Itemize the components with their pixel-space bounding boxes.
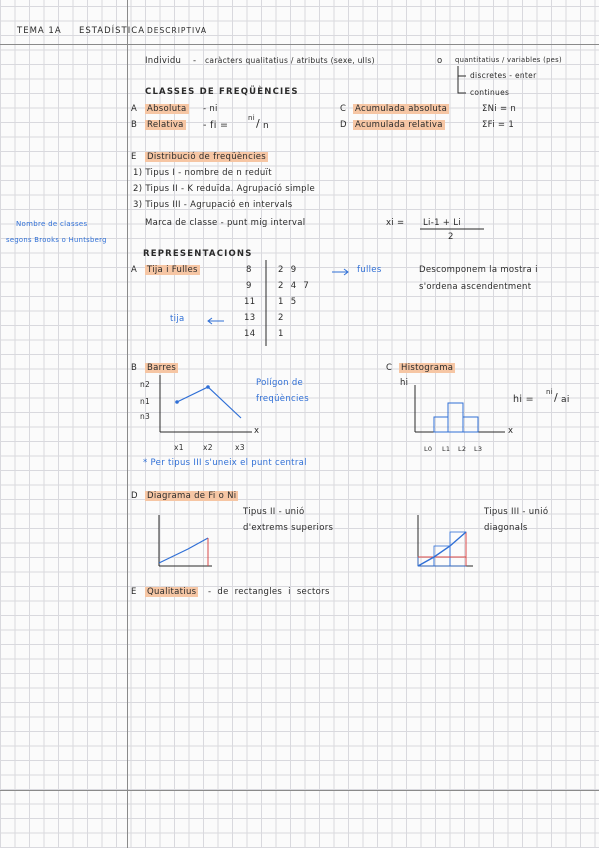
class-c-formula: ΣNi = n (482, 104, 517, 114)
histograma-formula-slash: / (554, 391, 559, 404)
diagrama-label: Diagrama de Fi o Ni (147, 491, 237, 501)
barres-x-axis: x (254, 426, 260, 436)
barres-x-label: x3 (235, 443, 245, 452)
intro-dash: - (193, 56, 197, 66)
poligon-label-2: freqüències (256, 394, 309, 404)
histograma-x-label: L3 (474, 445, 483, 453)
leaf-values: 2 4 7 (278, 281, 310, 291)
qualitatius-letter: E (131, 587, 137, 597)
histograma-formula: hi = (513, 394, 534, 405)
stem-value: 14 (244, 329, 256, 339)
marca-classe: Marca de classe - punt mig interval (145, 218, 306, 228)
class-d-formula: ΣFi = 1 (482, 120, 515, 130)
stem-leaf-descr-1: Descomponem la mostra i (419, 265, 538, 275)
barres-letter: B (131, 363, 138, 373)
distribucio-item-1: 1) Tipus I - nombre de n reduït (133, 168, 272, 178)
histograma-x-label: L0 (424, 445, 433, 453)
header-tema: TEMA 1A (17, 26, 62, 36)
histograma-y-axis: hi (400, 378, 409, 388)
stem-value: 11 (244, 297, 256, 307)
barres-x-label: x2 (203, 443, 213, 452)
class-d-letter: D (340, 120, 347, 130)
marca-frac-num: Li-1 + Li (423, 218, 461, 228)
intro-qualitatius: caràcters qualitatius / atributs (sexe, ulls) (205, 56, 375, 65)
class-b-formula: - fi = (203, 120, 229, 131)
distribucio-item-3: 3) Tipus III - Agrupació en intervals (133, 200, 293, 210)
histograma-letter: C (386, 363, 393, 373)
qualitatius-rest: - de rectangles i sectors (208, 587, 330, 597)
diagrama-tipus2-2: d'extrems superiors (243, 523, 334, 533)
diagrama-tipus2-1: Tipus II - unió (243, 507, 305, 517)
class-a-label: Absoluta (147, 104, 187, 114)
class-c-letter: C (340, 104, 347, 114)
barres-label: Barres (147, 363, 177, 373)
class-b-slash: / (256, 117, 261, 130)
rep-a-letter: A (131, 265, 138, 275)
barres-y-label: n1 (140, 397, 151, 406)
leaf-values: 2 (278, 313, 284, 323)
stem-value: 13 (244, 313, 256, 323)
class-c-label: Acumulada absoluta (355, 104, 448, 114)
class-b-den: n (263, 121, 270, 131)
qualitatius-label: Qualitatius (147, 587, 197, 597)
classes-title: CLASSES DE FREQÜÈNCIES (145, 87, 299, 97)
histograma-x-axis: x (508, 426, 514, 436)
class-a-formula: - ni (203, 104, 218, 114)
barres-x-label: x1 (174, 443, 184, 452)
intro-continues: continues (470, 88, 510, 97)
class-b-label: Relativa (147, 120, 184, 130)
histograma-label: Histograma (401, 363, 454, 373)
histograma-formula-den: ai (561, 395, 570, 405)
intro-individu: Individu (145, 56, 182, 66)
distribucio-item-2: 2) Tipus II - K reduïda. Agrupació simple (133, 184, 316, 194)
stem-value: 8 (246, 265, 252, 275)
representacions-title: REPRESENTACIONS (143, 249, 253, 259)
barres-y-label: n3 (140, 412, 151, 421)
intro-discretes: discretes - enter (470, 71, 537, 80)
rep-a-label: Tija i Fulles (147, 265, 198, 275)
diagrama-tipus3-2: diagonals (484, 523, 528, 533)
intro-o: o (437, 56, 443, 66)
margin-note-line2: segons Brooks o Huntsberg (6, 236, 107, 244)
leaf-values: 2 9 (278, 265, 297, 275)
class-d-label: Acumulada relativa (355, 120, 443, 130)
class-b-letter: B (131, 120, 138, 130)
distribucio-title: Distribució de freqüències (147, 152, 266, 162)
poligon-label-1: Polígon de (256, 378, 304, 388)
header-topic: DESCRIPTIVA (147, 26, 208, 35)
diagrama-tipus3-1: Tipus III - unió (484, 507, 549, 517)
marca-xi: xi = (386, 218, 405, 228)
tija-label: tija (170, 314, 185, 324)
barres-note: * Per tipus III s'uneix el punt central (143, 458, 307, 468)
leaf-values: 1 (278, 329, 284, 339)
diagrama-letter: D (131, 491, 138, 501)
distribucio-letter: E (131, 152, 137, 162)
class-a-letter: A (131, 104, 138, 114)
stem-leaf-descr-2: s'ordena ascendentment (419, 282, 532, 292)
barres-y-label: n2 (140, 380, 151, 389)
marca-frac-den: 2 (448, 232, 454, 242)
leaf-values: 1 5 (278, 297, 297, 307)
histograma-x-label: L2 (458, 445, 467, 453)
histograma-formula-num: ni (546, 388, 553, 396)
intro-quantitatius: quantitatius / variables (pes) (455, 56, 562, 64)
header-subject: ESTADÍSTICA (79, 26, 146, 36)
histograma-x-label: L1 (442, 445, 451, 453)
stem-value: 9 (246, 281, 252, 291)
margin-note-line1: Nombre de classes (16, 220, 88, 228)
class-b-num: ni (248, 114, 255, 122)
fulles-label: fulles (357, 265, 382, 275)
